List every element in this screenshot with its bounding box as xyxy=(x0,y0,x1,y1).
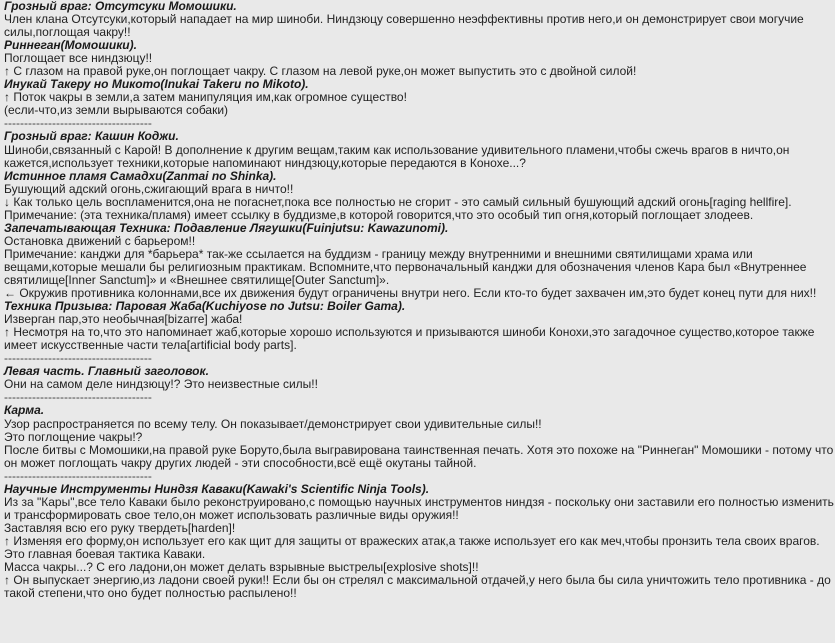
text-line: ↑ Поток чакры в земли,а затем манипуляция им,как огромное существо! xyxy=(4,90,407,105)
text-line: Примечание: канджи для *барьера* так-же ссылается на буддизм - границу между внутренними и внешними святилищами храма или xyxy=(4,246,753,261)
text-line: Узор распространяется по всему телу. Он показывает/демонстрирует свои удивительные силы!! xyxy=(4,416,542,431)
section-separator: ------------------------------------- xyxy=(4,116,152,131)
text-line: кажется,использует техники,которые напоминают ниндзюцу,которые передаются в Конохе...? xyxy=(4,155,526,170)
text-line: ↑ Изменяя его форму,он использует его как щит для защиты от вражеских атак,а также использует его как меч,чтобы пронзить тела своих врагов. xyxy=(4,533,820,548)
text-line: святилище[Inner Sanctum]» и «Внешнее святилище[Outer Sanctum]». xyxy=(4,272,390,287)
text-line: ↓ Как только цель воспламенится,она не погаснет,пока все полностью не сгорит - это самый сильный бушующий адский огонь[raging hellfire]. xyxy=(4,194,792,209)
text-line: такой степени,что оно будет полностью распылено!! xyxy=(4,586,297,601)
text-line: Они на самом деле ниндзюцу!? Это неизвестные силы!! xyxy=(4,377,318,392)
text-line: Из за "Кары",все тело Каваки было реконструировано,с помощью научных инструментов ниндзя - поскольку они заставили его полностью изменить xyxy=(4,494,834,509)
text-line: Масса чакры...? С его ладони,он может делать взрывные выстрелы[explosive shots]!! xyxy=(4,560,479,575)
text-line: ↑ Он выпускает энергию,из ладони своей руки!! Если бы он стрелял с максимальной отдачей,у него была бы сила уничтожить тело противника - до xyxy=(4,573,831,588)
text-line: ↑ С глазом на правой руке,он поглощает чакру. С глазом на левой руке,он может выпустить это с двойной силой! xyxy=(4,64,637,79)
text-line: (если-что,из земли вырываются собаки) xyxy=(4,103,229,118)
text-line: ↑ Несмотря на то,что это напоминает жаб,которые хорошо используются и призываются шиноби Конохи,это загадочное существо,которое также xyxy=(4,325,815,340)
text-line: Остановка движений с барьером!! xyxy=(4,233,196,248)
text-line: и трансформировать свое тело,он может использовать различные виды оружия!! xyxy=(4,507,459,522)
section-heading: Запечатывающая Техника: Подавление Лягушки(Fuinjutsu: Kawazunomi). xyxy=(4,220,449,235)
text-line: он может поглощать чакру других людей - эти способности,всё ещё окутаны тайной. xyxy=(4,455,477,470)
section-separator: ------------------------------------- xyxy=(4,351,152,366)
text-line: ← Окружив противника колоннами,все их движения будут ограничены внутри него. Если кто-то будет захвачен им,это будет конец пути для них!! xyxy=(4,286,817,301)
text-line: Заставляя всю его руку твердеть[harden]! xyxy=(4,520,236,535)
text-line: Бушующий адский огонь,сжигающий врага в ничто!! xyxy=(4,181,294,196)
section-separator: ------------------------------------- xyxy=(4,390,152,405)
section-heading: Грозный враг: Отсутсуки Момошики. xyxy=(4,0,237,13)
text-line: силы,поглощая чакру!! xyxy=(4,25,131,40)
text-line: Это главная боевая тактика Каваки. xyxy=(4,546,206,561)
text-line: Поглощает все ниндзюцу!! xyxy=(4,51,153,66)
section-heading: Научные Инструменты Ниндзя Каваки(Kawaki's Scientific Ninja Tools). xyxy=(4,481,430,496)
section-heading: Инукай Такеру но Микото(Inukai Takeru no Mikoto). xyxy=(4,77,309,92)
section-heading: Левая часть. Главный заголовок. xyxy=(4,364,209,379)
section-heading: Карма. xyxy=(4,403,45,418)
text-line: Член клана Отсутсуки,который нападает на мир шиноби. Ниндзюцу совершенно неэффективны против него,и он демонстрирует свои могучие xyxy=(4,12,804,27)
text-line: После битвы с Момошики,на правой руке Боруто,была выгравирована таинственная печать. Хотя это похоже на "Риннеган" Момошики - потому что xyxy=(4,442,834,457)
text-line: Это поглощение чакры!? xyxy=(4,429,143,444)
text-line: имеет искусственные части тела[artificial body parts]. xyxy=(4,338,297,353)
section-heading: Истинное пламя Самадхи(Zanmai no Shinka). xyxy=(4,168,277,183)
text-line: Шиноби,связанный с Карой! В дополнение к другим вещам,таким как использование удивительного пламени,чтобы сжечь врагов в ничто,он xyxy=(4,142,790,157)
section-heading: Техника Призыва: Паровая Жаба(Kuchiyose no Jutsu: Boiler Gama). xyxy=(4,299,406,314)
section-heading: Грозный враг: Кашин Коджи. xyxy=(4,129,179,144)
text-line: Примечание: (эта техника/пламя) имеет ссылку в буддизме,в которой говорится,что это особый тип огня,который поглощает злодеев. xyxy=(4,207,754,222)
text-line: вещами,которые мешали бы религиозным практикам. Вспомните,что первоначальный канджи для обозначения членов Кара был «Внутреннее xyxy=(4,259,807,274)
text-line: Изверган пар,это необычная[bizarre] жаба! xyxy=(4,312,243,327)
section-heading: Риннеган(Момошики). xyxy=(4,38,137,53)
section-separator: ------------------------------------- xyxy=(4,468,152,483)
